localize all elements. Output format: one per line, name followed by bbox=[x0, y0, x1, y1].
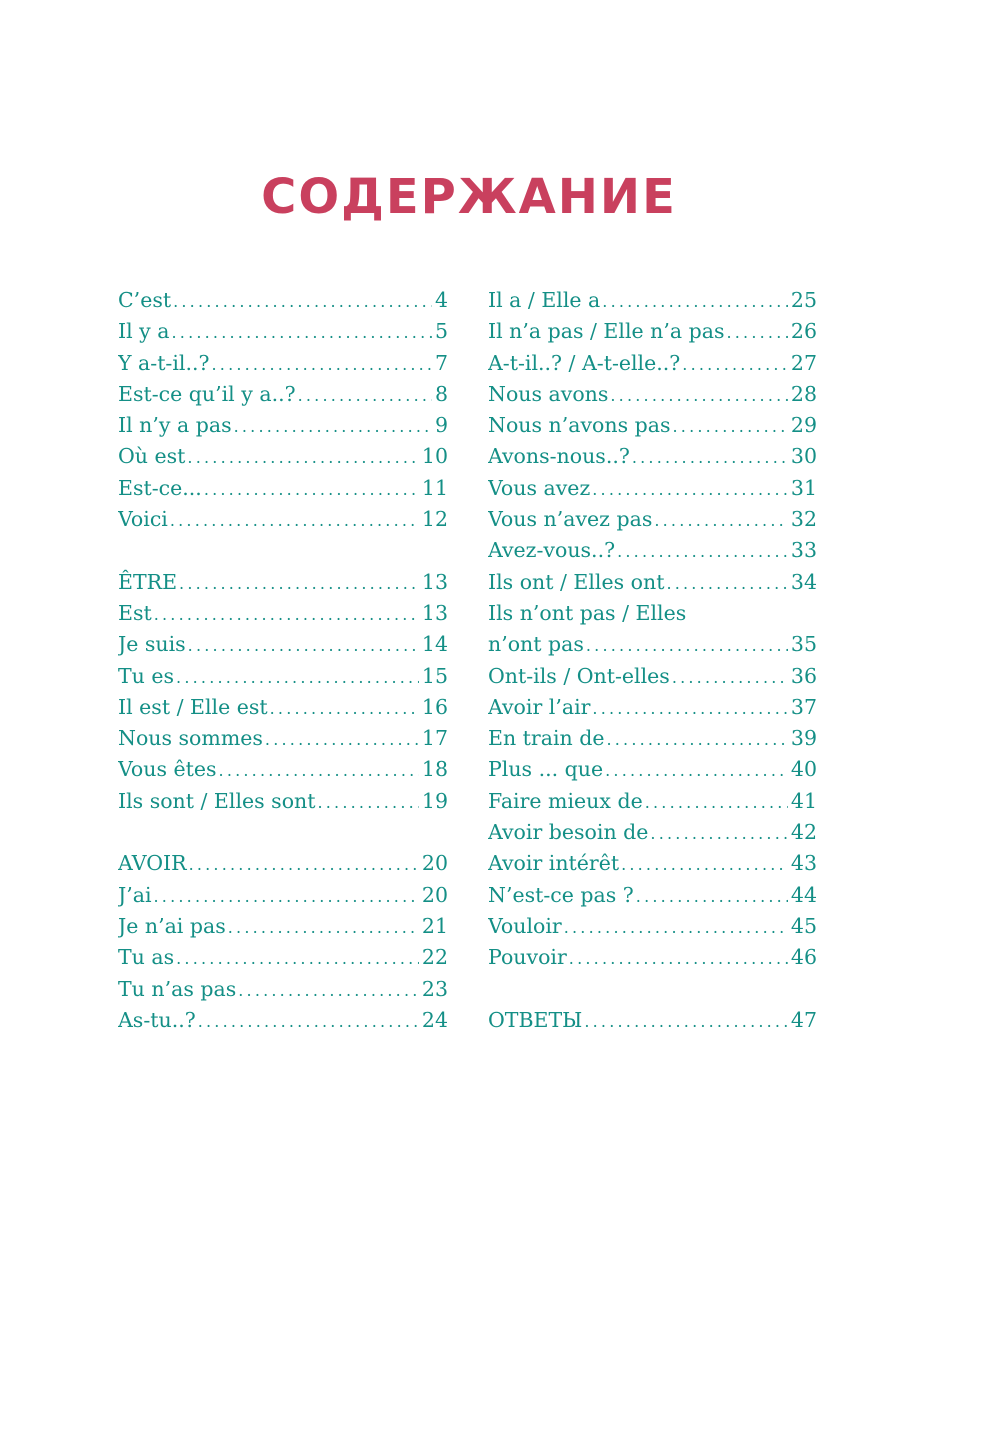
toc-dot-leader bbox=[189, 849, 419, 879]
toc-entry-label: En train de bbox=[488, 726, 605, 751]
toc-dot-leader bbox=[632, 442, 788, 472]
toc-dot-leader bbox=[673, 411, 788, 441]
toc-entry-page-number: 17 bbox=[421, 726, 448, 751]
toc-dot-leader bbox=[176, 662, 419, 692]
toc-spacer bbox=[488, 974, 817, 1005]
toc-dot-leader bbox=[602, 286, 788, 316]
toc-entry-page-number: 24 bbox=[421, 1007, 448, 1032]
toc-entry-page-number: 39 bbox=[790, 726, 817, 751]
toc-entry-label: Est-ce... bbox=[118, 475, 202, 500]
toc-entry[interactable] bbox=[488, 410, 817, 441]
toc-entry-page-number: 40 bbox=[790, 757, 817, 782]
toc-entry[interactable] bbox=[488, 848, 817, 879]
toc-dot-leader bbox=[265, 724, 419, 754]
toc-entry[interactable] bbox=[488, 567, 817, 598]
toc-entry-label: Ils n’ont pas / Elles bbox=[488, 600, 687, 625]
toc-dot-leader bbox=[212, 349, 432, 379]
toc-dot-leader bbox=[666, 568, 787, 598]
toc-entry[interactable] bbox=[118, 316, 448, 347]
toc-entry-page-number: 28 bbox=[790, 381, 817, 406]
toc-entry[interactable] bbox=[488, 504, 817, 535]
toc-entry-label: Avoir besoin de bbox=[488, 820, 649, 845]
toc-entry-page-number: 20 bbox=[421, 851, 448, 876]
toc-entry-page-number: 12 bbox=[421, 507, 448, 532]
toc-entry-page-number: 15 bbox=[421, 663, 448, 688]
toc-entry[interactable] bbox=[118, 379, 448, 410]
toc-right-column bbox=[488, 285, 817, 1036]
toc-dot-leader bbox=[569, 943, 788, 973]
toc-entry-label: ОТВЕТЫ bbox=[488, 1007, 583, 1032]
toc-entry-label: Vouloir bbox=[488, 913, 562, 938]
toc-entry[interactable] bbox=[118, 661, 448, 692]
toc-entry-page-number: 5 bbox=[434, 319, 448, 344]
toc-entry-label: Vous n’avez pas bbox=[488, 507, 653, 532]
toc-dot-leader bbox=[645, 787, 788, 817]
toc-dot-leader bbox=[564, 912, 788, 942]
toc-dot-leader bbox=[650, 818, 787, 848]
toc-entry[interactable] bbox=[118, 629, 448, 660]
toc-entry-label: Plus ... que bbox=[488, 757, 604, 782]
toc-entry[interactable] bbox=[118, 410, 448, 441]
toc-entry[interactable] bbox=[118, 504, 448, 535]
toc-entry-page-number: 31 bbox=[790, 475, 817, 500]
toc-entry-page-number: 33 bbox=[790, 538, 817, 563]
toc-entry-label: J’ai bbox=[118, 882, 152, 907]
toc-entry[interactable] bbox=[488, 817, 817, 848]
toc-dot-leader bbox=[228, 912, 419, 942]
toc-entry[interactable] bbox=[488, 911, 817, 942]
toc-entry-page-number: 47 bbox=[790, 1007, 817, 1032]
toc-entry-label: Nous n’avons pas bbox=[488, 413, 671, 438]
toc-entry[interactable] bbox=[488, 723, 817, 754]
toc-entry-label: Y a-t-il..? bbox=[118, 350, 210, 375]
toc-dot-leader bbox=[176, 943, 419, 973]
toc-entry[interactable] bbox=[488, 473, 817, 504]
toc-entry-page-number: 46 bbox=[790, 945, 817, 970]
toc-entry-label: A-t-il..? / A-t-elle..? bbox=[488, 350, 681, 375]
toc-entry-label: Il est / Elle est bbox=[118, 694, 268, 719]
toc-entry-label: As-tu..? bbox=[118, 1007, 196, 1032]
toc-entry-page-number: 35 bbox=[790, 632, 817, 657]
toc-dot-leader bbox=[198, 1006, 419, 1036]
toc-entry-label: N’est-ce pas ? bbox=[488, 882, 634, 907]
toc-entry-page-number: 19 bbox=[421, 788, 448, 813]
toc-entry[interactable] bbox=[118, 723, 448, 754]
toc-entry[interactable] bbox=[118, 911, 448, 942]
toc-entry-label: Nous avons bbox=[488, 381, 609, 406]
toc-entry-page-number: 42 bbox=[790, 820, 817, 845]
toc-entry-label: Tu n’as pas bbox=[118, 976, 237, 1001]
toc-entry[interactable] bbox=[118, 1005, 448, 1036]
toc-spacer bbox=[118, 535, 448, 566]
toc-entry-label: C’est bbox=[118, 288, 172, 312]
toc-dot-leader bbox=[672, 662, 788, 692]
toc-entry-label: Il y a bbox=[118, 319, 170, 344]
toc-dot-leader bbox=[636, 881, 788, 911]
toc-dot-leader bbox=[172, 317, 432, 347]
toc-entry-page-number: 13 bbox=[421, 600, 448, 625]
toc-entry[interactable] bbox=[488, 880, 817, 911]
page-title: СОДЕРЖАНИЕ bbox=[261, 169, 677, 225]
toc-entry[interactable] bbox=[488, 629, 817, 660]
toc-entry[interactable] bbox=[488, 754, 817, 785]
toc-entry-label: Avons-nous..? bbox=[488, 444, 630, 469]
toc-entry-label: Avoir l’air bbox=[488, 694, 591, 719]
toc-dot-leader bbox=[586, 630, 788, 660]
toc-entry-label: Je n’ai pas bbox=[118, 913, 226, 938]
toc-entry[interactable] bbox=[488, 285, 817, 316]
toc-entry-page-number: 4 bbox=[434, 288, 448, 312]
toc-entry[interactable] bbox=[488, 942, 817, 973]
toc-entry[interactable] bbox=[488, 348, 817, 379]
toc-dot-leader bbox=[606, 724, 787, 754]
toc-dot-leader bbox=[726, 317, 787, 347]
toc-entry-label: Il n’y a pas bbox=[118, 413, 232, 438]
toc-entry[interactable] bbox=[118, 880, 448, 911]
toc-entry[interactable] bbox=[488, 379, 817, 410]
toc-entry-page-number: 41 bbox=[790, 788, 817, 813]
toc-entry[interactable] bbox=[118, 473, 448, 504]
toc-entry-label: Vous avez bbox=[488, 475, 591, 500]
toc-entry-page-number: 45 bbox=[790, 913, 817, 938]
toc-entry-page-number: 37 bbox=[790, 694, 817, 719]
toc-entry-page-number: 44 bbox=[790, 882, 817, 907]
toc-entry-page-number: 26 bbox=[790, 319, 817, 344]
toc-entry-page-number: 16 bbox=[421, 694, 448, 719]
toc-dot-leader bbox=[610, 380, 788, 410]
toc-entry[interactable] bbox=[488, 441, 817, 472]
toc-dot-leader bbox=[605, 755, 788, 785]
toc-entry[interactable] bbox=[118, 786, 448, 817]
toc-dot-leader bbox=[170, 505, 419, 535]
toc-dot-leader bbox=[154, 881, 419, 911]
toc-entry-page-number: 29 bbox=[790, 413, 817, 438]
toc-entry-page-number: 10 bbox=[421, 444, 448, 469]
toc-entry-label: Vous êtes bbox=[118, 757, 217, 782]
toc-dot-leader bbox=[187, 442, 418, 472]
toc-entry-label: AVOIR bbox=[118, 851, 187, 876]
toc-dot-leader bbox=[238, 975, 419, 1005]
toc-dot-leader bbox=[179, 568, 419, 598]
toc-dot-leader bbox=[621, 849, 788, 879]
toc-entry-label: Ils sont / Elles sont bbox=[118, 788, 316, 813]
toc-entry[interactable] bbox=[488, 598, 817, 629]
toc-dot-leader bbox=[270, 693, 419, 723]
toc-entry[interactable] bbox=[118, 942, 448, 973]
toc-entry-label: Est bbox=[118, 600, 152, 625]
toc-entry-label: Tu es bbox=[118, 663, 175, 688]
toc-entry-page-number: 43 bbox=[790, 851, 817, 876]
toc-entry[interactable] bbox=[118, 692, 448, 723]
toc-entry-page-number: 25 bbox=[790, 288, 817, 312]
toc-entry[interactable] bbox=[488, 692, 817, 723]
toc-dot-leader bbox=[204, 474, 419, 504]
toc-entry-label: Ils ont / Elles ont bbox=[488, 569, 665, 594]
toc-entry[interactable] bbox=[118, 974, 448, 1005]
toc-entry-page-number: 18 bbox=[421, 757, 448, 782]
toc-entry[interactable] bbox=[118, 348, 448, 379]
toc-entry-page-number: 14 bbox=[421, 632, 448, 657]
toc-entry-label: n’ont pas bbox=[488, 632, 584, 657]
toc-entry-page-number: 20 bbox=[421, 882, 448, 907]
toc-dot-leader bbox=[219, 755, 419, 785]
toc-entry-label: Je suis bbox=[118, 632, 186, 657]
toc-entry[interactable] bbox=[118, 754, 448, 785]
toc-left-column bbox=[118, 285, 448, 1036]
toc-entry[interactable] bbox=[488, 661, 817, 692]
toc-entry-page-number: 8 bbox=[434, 381, 448, 406]
toc-dot-leader bbox=[617, 536, 788, 566]
toc-entry-label: Faire mieux de bbox=[488, 788, 643, 813]
toc-entry[interactable] bbox=[488, 786, 817, 817]
toc-dot-leader bbox=[188, 630, 419, 660]
toc-entry-page-number: 13 bbox=[421, 569, 448, 594]
toc-entry-label: Il n’a pas / Elle n’a pas bbox=[488, 319, 725, 344]
toc-entry-label: Nous sommes bbox=[118, 726, 263, 751]
toc-entry[interactable] bbox=[488, 316, 817, 347]
toc-dot-leader bbox=[234, 411, 432, 441]
toc-dot-leader bbox=[592, 693, 787, 723]
toc-entry[interactable] bbox=[118, 848, 448, 879]
toc-entry-page-number: 23 bbox=[421, 976, 448, 1001]
toc-dot-leader bbox=[584, 1006, 788, 1036]
toc-entry-label: Est-ce qu’il y a..? bbox=[118, 381, 296, 406]
toc-entry-label: ÊTRE bbox=[118, 569, 178, 594]
toc-entry-label: Avez-vous..? bbox=[488, 538, 616, 563]
toc-entry-label: Avoir intérêt bbox=[488, 851, 620, 876]
toc-entry[interactable] bbox=[118, 441, 448, 472]
toc-dot-leader bbox=[682, 349, 788, 379]
toc-entry-page-number: 11 bbox=[421, 475, 448, 500]
toc-entry-page-number: 30 bbox=[790, 444, 817, 469]
toc-entry-page-number: 36 bbox=[790, 663, 817, 688]
toc-entry[interactable] bbox=[118, 598, 448, 629]
toc-entry-label: Il a / Elle a bbox=[488, 288, 601, 312]
toc-entry[interactable] bbox=[118, 567, 448, 598]
toc-entry-page-number: 9 bbox=[434, 413, 448, 438]
toc-dot-leader bbox=[317, 787, 418, 817]
toc-entry-page-number: 22 bbox=[421, 945, 448, 970]
toc-entry-page-number: 7 bbox=[434, 350, 448, 375]
toc-spacer bbox=[118, 817, 448, 848]
toc-entry-label: Voici bbox=[118, 507, 168, 532]
toc-entry-label: Tu as bbox=[118, 945, 175, 970]
toc-dot-leader bbox=[298, 380, 432, 410]
toc-entry-label: Pouvoir bbox=[488, 945, 567, 970]
toc-entry[interactable] bbox=[118, 285, 448, 316]
toc-entry-page-number: 21 bbox=[421, 913, 448, 938]
toc-dot-leader bbox=[592, 474, 788, 504]
toc-entry-label: Où est bbox=[118, 444, 186, 469]
toc-entry-page-number: 34 bbox=[790, 569, 817, 594]
toc-entry-label: Ont-ils / Ont-elles bbox=[488, 663, 670, 688]
toc-entry[interactable] bbox=[488, 535, 817, 566]
toc-dot-leader bbox=[173, 286, 432, 316]
toc-dot-leader bbox=[154, 599, 419, 629]
toc-entry-page-number: 32 bbox=[790, 507, 817, 532]
toc-entry-page-number: 27 bbox=[790, 350, 817, 375]
toc-entry[interactable] bbox=[488, 1005, 817, 1036]
toc-dot-leader bbox=[654, 505, 788, 535]
